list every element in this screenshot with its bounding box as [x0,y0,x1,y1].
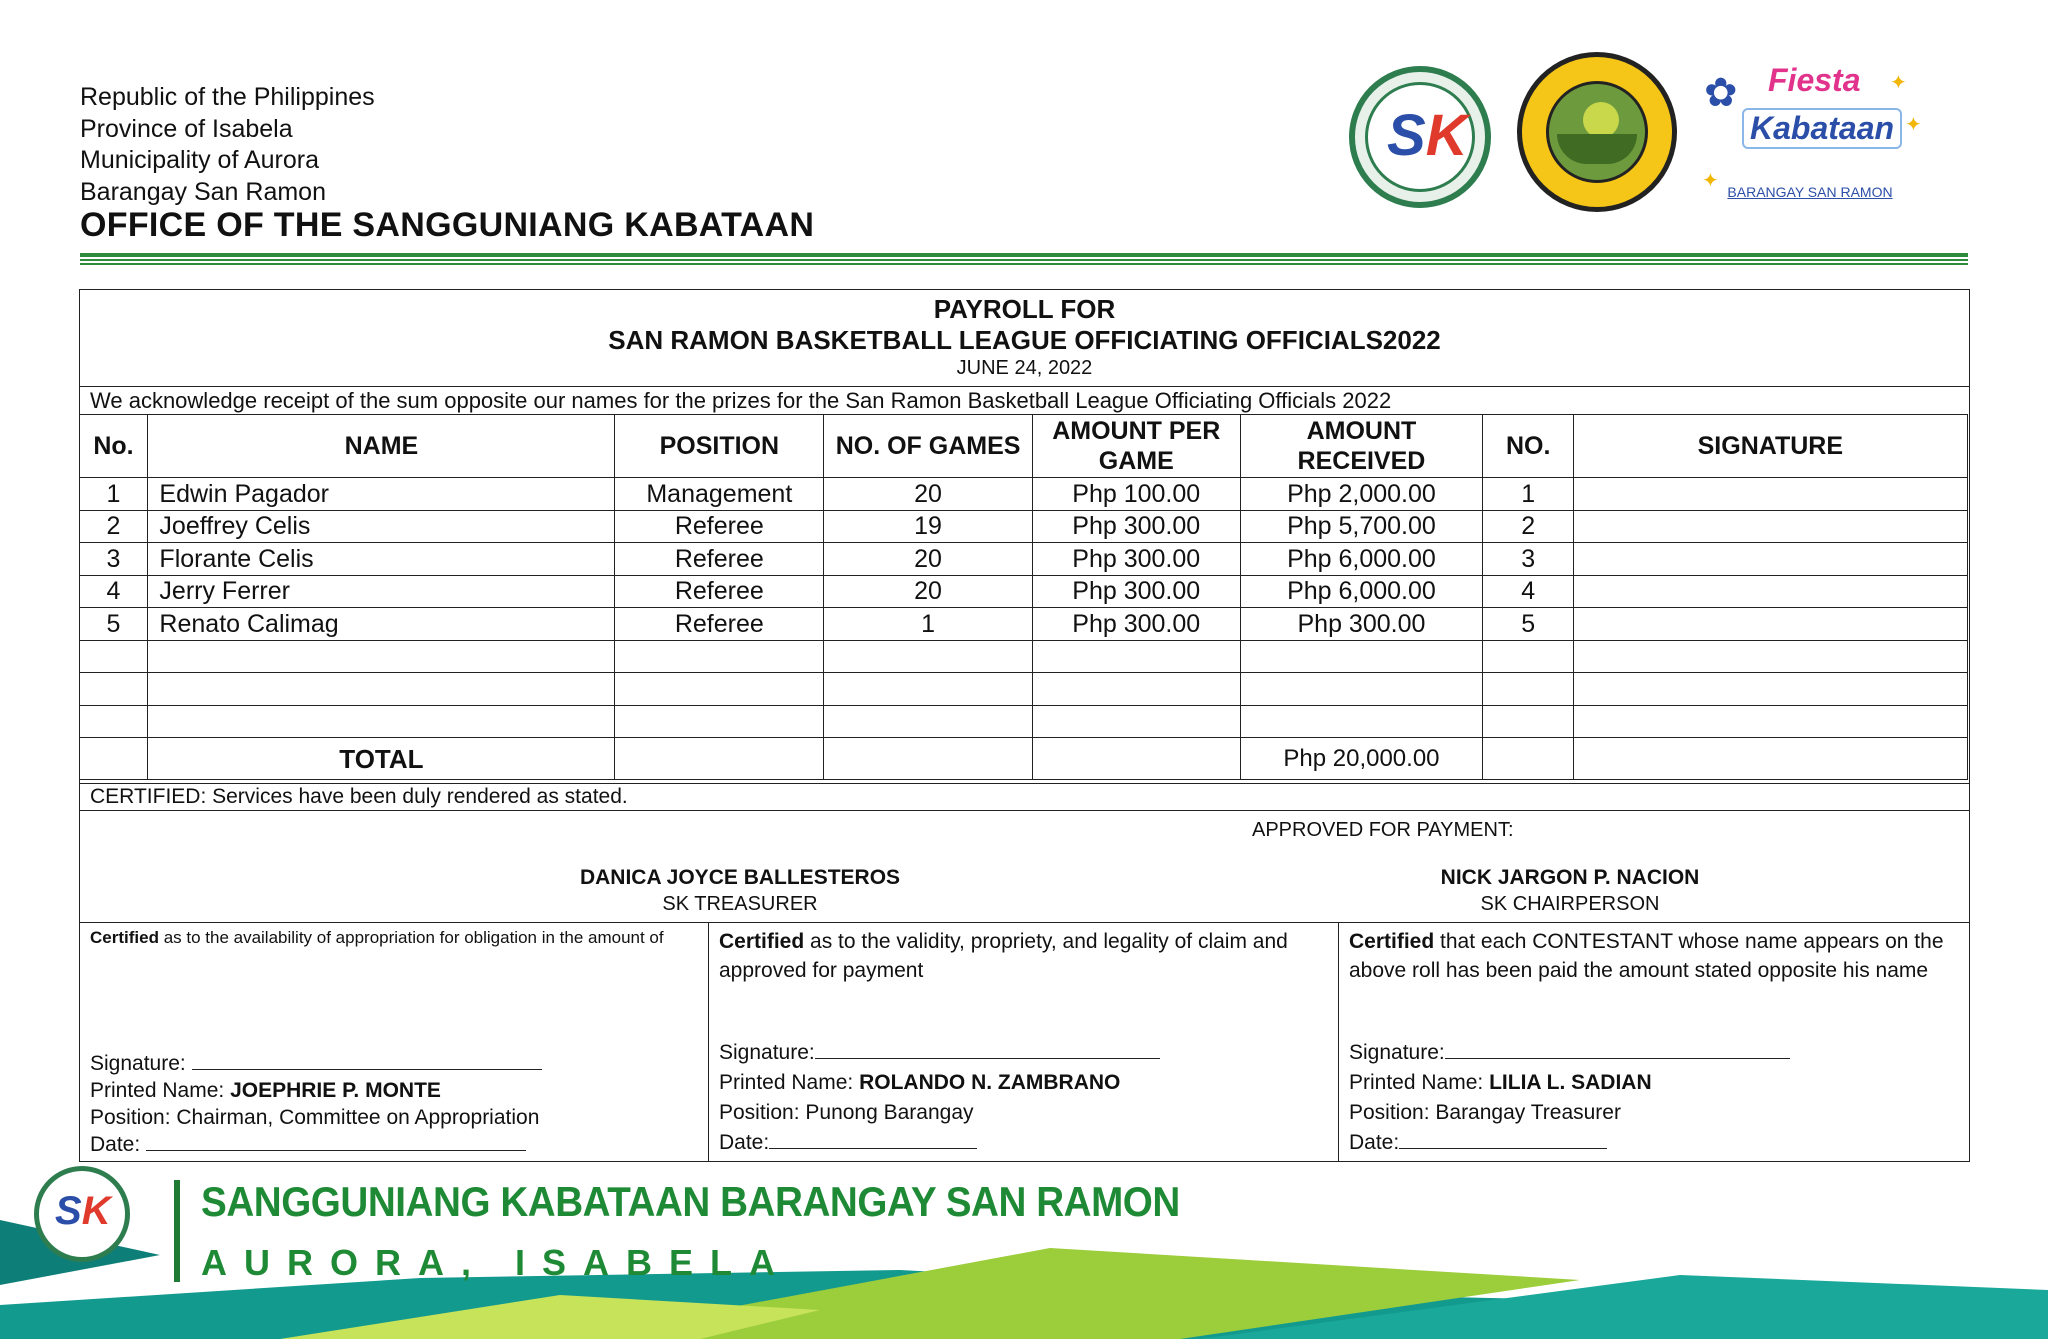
payroll-title-block [80,290,1969,386]
cell-no-2: 2 [1483,510,1574,543]
total-label: TOTAL [148,738,615,780]
table-row [79,575,1967,608]
cell-no: 4 [79,575,148,608]
cell-name: Edwin Pagador [148,478,615,511]
dancers-icon: ✿ [1704,71,1738,115]
barangay-seal-logo [1517,52,1677,212]
col-header-amount-received: AMOUNT RECEIVED [1240,415,1483,478]
cell-name: Joeffrey Celis [148,510,615,543]
letterhead-barangay: Barangay San Ramon [80,177,326,206]
cell-signature[interactable] [1574,673,1967,706]
cell-signature[interactable] [1574,705,1967,738]
cell-no-2: 3 [1483,543,1574,576]
letterhead-lines [80,82,375,208]
empty-row [79,673,1967,706]
cell-signature[interactable] [1574,640,1967,673]
cell-per-game: Php 300.00 [1032,608,1240,641]
treasurer-signatory [420,865,1060,917]
cell-position: Management [615,478,824,511]
sparkle-icon: ✦ [1905,114,1922,136]
printed-name: ROLANDO N. ZAMBRANO [859,1071,1121,1094]
col-header-no-2: NO. [1483,415,1574,478]
cell-received: Php 6,000.00 [1240,543,1483,576]
sparkle-icon: ✦ [1890,72,1907,94]
cell-signature[interactable] [1574,510,1967,543]
sparkle-icon: ✦ [1702,170,1719,192]
payroll-table [79,414,1968,780]
cell-games: 20 [824,478,1033,511]
table-row [79,510,1967,543]
signature-line[interactable] [1445,1040,1790,1059]
payroll-date: JUNE 24, 2022 [956,357,1093,379]
acknowledgement-text: We acknowledge receipt of the sum opposite our names for the prizes for the San Ramon Basketball League Officiating Officials 2022 [80,386,1969,414]
payroll-title: PAYROLL FOR [933,294,1116,324]
signature-line[interactable] [192,1051,542,1070]
cell-name: Renato Calimag [148,608,615,641]
office-title: OFFICE OF THE SANGGUNIANG KABATAAN [80,206,815,244]
cell-position: Referee [615,543,824,576]
cell-games: 19 [824,510,1033,543]
cell-no-2: 4 [1483,575,1574,608]
header-divider [80,253,1968,257]
footer-accent-bar [174,1180,180,1282]
appropriation-certification: Certified as to the availability of appropriation for obligation in the amount of Signature: Printed Name: JOEPHRIE P. MONTE Position: Chairman, Committee on Appropriation Date: [80,923,709,1162]
cell-received: Php 5,700.00 [1240,510,1483,543]
printed-name: LILIA L. SADIAN [1489,1071,1652,1094]
signatory-title: SK TREASURER [662,893,818,915]
footer-subtitle: AURORA, ISABELA [201,1242,793,1283]
payroll-form [79,289,1970,1162]
table-row [79,608,1967,641]
position-text: Position: Punong Barangay [719,1101,974,1124]
cell-no: 3 [79,543,148,576]
printed-name: JOEPHRIE P. MONTE [230,1079,441,1102]
cell-per-game: Php 300.00 [1032,575,1240,608]
signature-line[interactable] [815,1040,1160,1059]
cell-position: Referee [615,575,824,608]
cell-games: 20 [824,543,1033,576]
date-line[interactable] [146,1132,526,1151]
date-line[interactable] [769,1130,977,1149]
header-logos [1345,48,1922,228]
payroll-subtitle: SAN RAMON BASKETBALL LEAGUE OFFICIATING OFFICIALS2022 [608,325,1441,355]
table-row [79,543,1967,576]
cell-no: 2 [79,510,148,543]
header-divider [80,259,1968,261]
col-header-no: No. [79,415,148,478]
col-header-name: NAME [148,415,615,478]
cell-signature[interactable] [1574,575,1967,608]
cell-name: Florante Celis [148,543,615,576]
certification-columns [80,922,1969,1162]
header-divider [80,263,1968,265]
signatory-name: DANICA JOYCE BALLESTEROS [579,866,901,889]
approved-for-payment-label: APPROVED FOR PAYMENT: [1252,819,1514,841]
cell-received: Php 2,000.00 [1240,478,1483,511]
cell-no: 5 [79,608,148,641]
cell-received: Php 300.00 [1240,608,1483,641]
letterhead-municipality: Municipality of Aurora [80,146,320,174]
cell-no: 1 [79,478,148,511]
total-row [79,738,1967,780]
chairperson-signatory [1360,865,1780,917]
cell-games: 20 [824,575,1033,608]
sk-seal-logo: SK [1349,66,1491,208]
cell-no-2: 1 [1483,478,1574,511]
validity-certification: Certified as to the validity, propriety, and legality of claim and approved for payment Signature: Printed Name: ROLANDO N. ZAMBRANO Position: Punong Barangay Date: [709,923,1339,1162]
signatory-name: NICK JARGON P. NACION [1440,866,1700,889]
cell-position: Referee [615,510,824,543]
empty-row [79,640,1967,673]
cell-signature[interactable] [1574,543,1967,576]
position-text: Position: Chairman, Committee on Appropriation [90,1106,540,1129]
cell-signature[interactable] [1574,608,1967,641]
cell-name: Jerry Ferrer [148,575,615,608]
letterhead-province: Province of Isabela [80,114,293,143]
empty-row [79,705,1967,738]
signatory-title: SK CHAIRPERSON [1480,893,1660,915]
cell-no-2: 5 [1483,608,1574,641]
total-value: Php 20,000.00 [1240,738,1483,780]
position-text: Position: Barangay Treasurer [1349,1101,1621,1124]
cell-received: Php 6,000.00 [1240,575,1483,608]
footer-sk-seal-logo: SK [34,1166,130,1262]
date-line[interactable] [1399,1130,1607,1149]
col-header-position: POSITION [615,415,824,478]
cell-per-game: Php 300.00 [1032,510,1240,543]
footer-title: SANGGUNIANG KABATAAN BARANGAY SAN RAMON [201,1178,1180,1225]
signatories-block [80,810,1969,923]
cell-per-game: Php 100.00 [1032,478,1240,511]
table-header-row [79,415,1967,478]
page-footer [0,1160,2048,1339]
table-row [79,478,1967,511]
fiesta-kabataan-logo: ✿ Fiesta Kabataan ✦ ✦ ✦ BARANGAY SAN RAMON [1702,62,1922,200]
services-certified-note: CERTIFIED: Services have been duly rendered as stated. [80,783,1969,810]
cell-per-game: Php 300.00 [1032,543,1240,576]
cell-signature[interactable] [1574,478,1967,511]
col-header-amount-per-game: AMOUNT PER GAME [1032,415,1240,478]
col-header-games: NO. OF GAMES [824,415,1033,478]
cell-position: Referee [615,608,824,641]
payment-certification: Certified that each CONTESTANT whose name appears on the above roll has been paid the amount stated opposite his name Signature: Printed Name: LILIA L. SADIAN Position: Barangay Treasurer Date: [1349,930,1944,1154]
col-header-signature: SIGNATURE [1574,415,1967,478]
cell-games: 1 [824,608,1033,641]
letterhead-country: Republic of the Philippines [80,83,375,111]
